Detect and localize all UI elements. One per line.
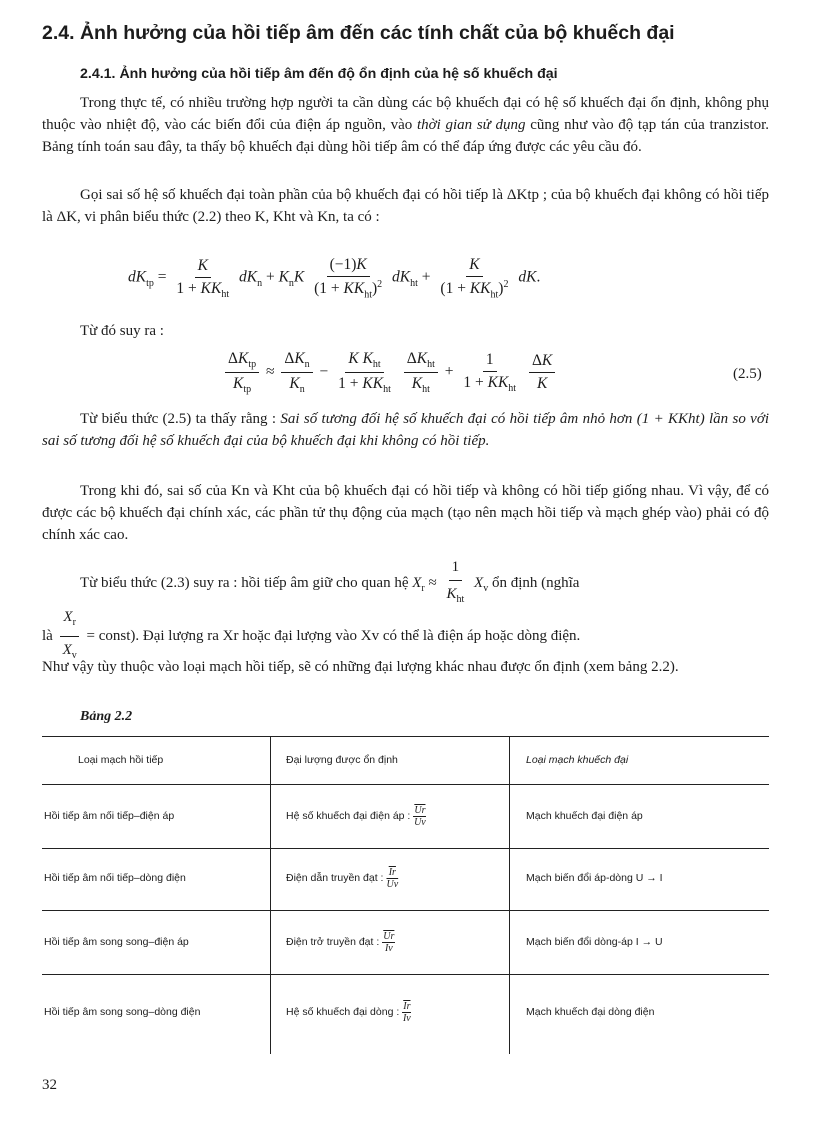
paragraph-therefore: Từ đó suy ra : bbox=[80, 323, 164, 339]
table-header-amplifier: Loại mạch khuếch đại bbox=[526, 754, 629, 766]
ratio-fraction: $\overline{Ir}$ $\overline{Iv}$ bbox=[402, 1000, 411, 1024]
table-cell-stable: Điện trở truyền đạt : $\overline{Ur}$ $\overline{Iv}$ bbox=[286, 930, 395, 954]
paragraph-precision: Trong khi đó, sai số của Kn và Kht của bộ khuếch đại có hồi tiếp và không có hồi tiếp giống nhau. Vì vậy, để có được các bộ khuếch đại chính xác, các phần tử thụ động của mạch (tạo nên mạch hồi tiếp và mạch ghép vào) phải có độ chính xác cao. bbox=[42, 483, 769, 543]
paragraph-conclusion: Từ biểu thức (2.5) ta thấy rằng : Sai số tương đối hệ số khuếch đại có hồi tiếp âm nhỏ hơn (1 + KKht) lần so với sai số tương đối hệ số khuếch đại của bộ khuếch đại khi không có hồi tiếp. bbox=[42, 411, 769, 449]
equation-2-5: $\frac{\Delta K_{tp}}{K_{tp}}$ ≈ $\frac{\Delta K_n}{K_n}$ − $\frac{K K_{ht}}{1 + KK_{ht}}$ $\frac{\Delta K_{ht}}{K_{ht}}$ + $\frac{1}{1 + KK_{ht}}$ $\frac{\Delta K}{K}$ bbox=[222, 350, 558, 395]
table-rule bbox=[42, 974, 769, 975]
table-rule-top bbox=[42, 736, 769, 737]
table-cell-type: Hồi tiếp âm song song–dòng điện bbox=[44, 1006, 201, 1018]
table-cell-type: Hồi tiếp âm song song–điện áp bbox=[44, 936, 189, 948]
table-header-type: Loại mạch hồi tiếp bbox=[78, 754, 164, 766]
table-cell-amplifier: Mạch khuếch đại dòng điện bbox=[526, 1006, 655, 1018]
table-cell-amplifier: Mạch biến đổi áp-dòng U → I bbox=[526, 872, 663, 884]
table-divider bbox=[509, 736, 510, 1054]
subsection-heading: 2.4.1. Ảnh hưởng của hồi tiếp âm đến độ ổn định của hệ số khuếch đại bbox=[80, 66, 558, 82]
paragraph-ratio: là $\frac{X_r}{X_v}$ = const). Đại lượng ra Xr hoặc đại lượng vào Xv có thể là điện áp hoặc dòng điện. bbox=[42, 606, 769, 667]
table-cell-stable: Hệ số khuếch đại điện áp : $\overline{Ur}$ $\overline{Uv}$ bbox=[286, 804, 426, 828]
equation-differential: $dK_{tp}$ = $\frac{K}{1 + KK_{ht}}$ $dK_n + K_nK$ $\frac{(-1)K}{(1 + KK_{ht})^2}$ $dK_{ht}$ + $\frac{K}{(1 + KK_{ht})^2}$ dK. bbox=[128, 256, 541, 301]
ratio-fraction: $\overline{Ir}$ $\overline{Uv}$ bbox=[386, 866, 399, 890]
table-cell-amplifier: Mạch biến đổi dòng-áp I → U bbox=[526, 936, 663, 948]
table-rule-header bbox=[42, 784, 769, 785]
table-cell-type: Hồi tiếp âm nối tiếp–điện áp bbox=[44, 810, 175, 822]
table-rule bbox=[42, 848, 769, 849]
table-header-stable: Đại lượng được ổn định bbox=[286, 754, 398, 766]
ratio-fraction: $\overline{Ur}$ $\overline{Iv}$ bbox=[383, 930, 395, 954]
section-heading: 2.4. Ảnh hưởng của hồi tiếp âm đến các tính chất của bộ khuếch đại bbox=[42, 22, 675, 44]
table-cell-stable: Điện dẫn truyền đạt : $\overline{Ir}$ $\overline{Uv}$ bbox=[286, 866, 399, 890]
table-cell-type: Hồi tiếp âm nối tiếp–dòng điện bbox=[44, 872, 186, 884]
table-cell-stable: Hệ số khuếch đại dòng : $\overline{Ir}$ $\overline{Iv}$ bbox=[286, 1000, 411, 1024]
page-number: 32 bbox=[42, 1077, 57, 1093]
equation-number: (2.5) bbox=[733, 366, 762, 382]
paragraph-relation: Từ biểu thức (2.3) suy ra : hồi tiếp âm giữ cho quan hệ $X_r$ ≈ $\frac{1}{K_{ht}}$ $X_v$ ổn định (nghĩa bbox=[42, 556, 769, 611]
table-caption: Bảng 2.2 bbox=[80, 709, 133, 724]
table-divider bbox=[270, 736, 271, 1054]
table-rule bbox=[42, 910, 769, 911]
paragraph-intro: Trong thực tế, có nhiều trường hợp người ta cần dùng các bộ khuếch đại có hệ số khuếch đại ổn định, không phụ thuộc vào nhiệt độ, vào các biến đổi của điện áp nguồn, vào thời gian sử dụng cũng như vào độ tạp tán của tranzistor. Bảng tính toán sau đây, ta thấy bộ khuếch đại dùng hồi tiếp âm có thể đáp ứng được các yêu cầu đó. bbox=[42, 95, 770, 155]
paragraph-error-definition: Gọi sai số hệ số khuếch đại toàn phần của bộ khuếch đại có hồi tiếp là ΔKtp ; của bộ khuếch đại không có hồi tiếp là ΔK, vi phân biểu thức (2.2) theo K, Kht và Kn, ta có : bbox=[42, 187, 769, 225]
paragraph-table-ref: Như vậy tùy thuộc vào loại mạch hồi tiếp, sẽ có những đại lượng khác nhau được ổn định (xem bảng 2.2). bbox=[42, 659, 679, 675]
table-cell-amplifier: Mạch khuếch đại điện áp bbox=[526, 810, 643, 822]
ratio-fraction: $\overline{Ur}$ $\overline{Uv}$ bbox=[414, 804, 426, 828]
